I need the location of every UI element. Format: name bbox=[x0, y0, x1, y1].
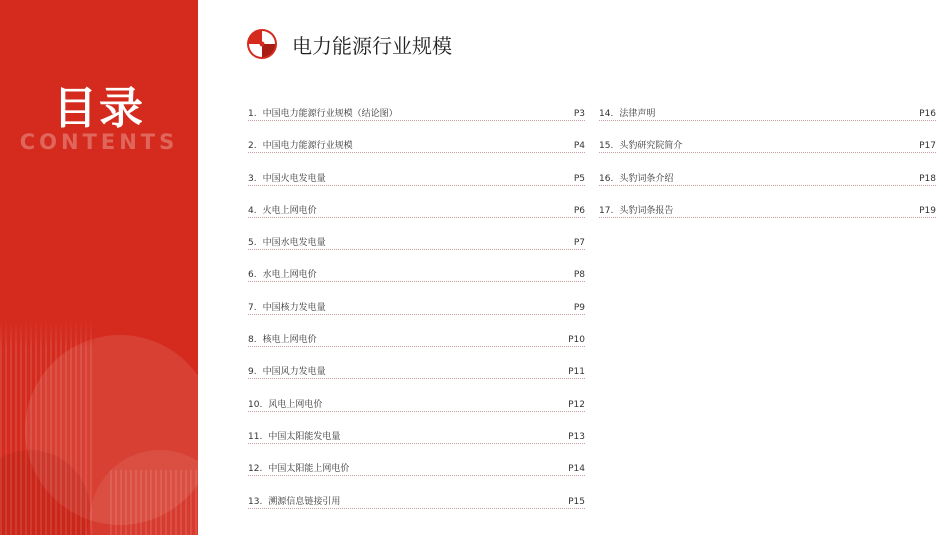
toc-item-page: P11 bbox=[568, 367, 585, 378]
toc-item-label: 法律声明 bbox=[619, 109, 656, 119]
toc-item-label: 风电上网电价 bbox=[268, 399, 323, 410]
toc-item[interactable] bbox=[248, 300, 585, 332]
toc-item[interactable] bbox=[248, 138, 585, 170]
toc-item[interactable] bbox=[599, 203, 936, 235]
toc-item[interactable] bbox=[248, 267, 585, 299]
toc-item-label: 溯源信息链接引用 bbox=[268, 496, 341, 507]
toc-item-label: 头豹词条介绍 bbox=[619, 173, 674, 184]
toc-item-page: P4 bbox=[573, 141, 585, 152]
toc-item-label: 核电上网电价 bbox=[262, 335, 317, 346]
toc-item-page: P8 bbox=[573, 270, 585, 281]
toc-subtitle: CONTENTS bbox=[19, 130, 179, 154]
page-header bbox=[246, 27, 452, 61]
toc-item[interactable] bbox=[599, 171, 936, 203]
toc-item-label: 头豹研究院简介 bbox=[619, 141, 683, 152]
toc-item-label: 中国水电发电量 bbox=[262, 238, 326, 249]
toc-item[interactable] bbox=[248, 494, 585, 526]
toc-item-number: 10. bbox=[248, 399, 263, 410]
toc-item-label: 火电上网电价 bbox=[262, 205, 317, 216]
toc-item[interactable] bbox=[248, 364, 585, 396]
toc-item-number: 5. bbox=[248, 238, 257, 249]
toc-item[interactable] bbox=[248, 235, 585, 267]
toc-item-number: 13. bbox=[248, 496, 263, 507]
toc-item-number: 2. bbox=[248, 141, 257, 152]
toc-item-label: 中国太阳能发电量 bbox=[268, 431, 341, 442]
toc-item-page: P18 bbox=[919, 173, 936, 184]
toc-item-label: 中国电力能源行业规模（结论图） bbox=[262, 109, 398, 119]
toc-item-number: 1. bbox=[248, 109, 257, 119]
toc-item-number: 7. bbox=[248, 302, 257, 313]
toc-item[interactable] bbox=[248, 397, 585, 429]
toc-item-page: P10 bbox=[568, 335, 585, 346]
toc-item-number: 6. bbox=[248, 270, 257, 281]
toc-item-page: P17 bbox=[919, 141, 936, 152]
toc-item-number: 4. bbox=[248, 205, 257, 216]
toc-item[interactable] bbox=[248, 429, 585, 461]
quad-circle-logo-icon bbox=[246, 28, 278, 60]
toc-title: 目录 bbox=[53, 83, 145, 134]
toc-item-label: 中国电力能源行业规模 bbox=[262, 141, 353, 152]
toc-column-right bbox=[599, 106, 936, 235]
sidebar bbox=[0, 0, 198, 535]
toc-item-label: 中国风力发电量 bbox=[262, 367, 326, 378]
toc-item-page: P19 bbox=[919, 205, 936, 216]
toc-item-page: P16 bbox=[919, 109, 936, 119]
toc-column-left bbox=[248, 106, 585, 526]
toc-item-number: 8. bbox=[248, 335, 257, 346]
toc-item-page: P12 bbox=[568, 399, 585, 410]
toc-item-number: 9. bbox=[248, 367, 257, 378]
toc-item-number: 16. bbox=[599, 173, 614, 184]
toc-item[interactable] bbox=[248, 203, 585, 235]
toc-item-number: 15. bbox=[599, 141, 614, 152]
toc-item[interactable] bbox=[248, 106, 585, 138]
toc-item-page: P14 bbox=[568, 464, 585, 475]
toc-item[interactable] bbox=[599, 106, 936, 138]
page-title: 电力能源行业规模 bbox=[292, 33, 452, 58]
toc-item-page: P5 bbox=[573, 173, 585, 184]
toc-item-label: 头豹词条报告 bbox=[619, 205, 674, 216]
toc-item[interactable] bbox=[248, 332, 585, 364]
toc-item[interactable] bbox=[599, 138, 936, 170]
toc-item-number: 17. bbox=[599, 205, 614, 216]
toc-item[interactable] bbox=[248, 461, 585, 493]
toc-item-label: 中国太阳能上网电价 bbox=[268, 464, 350, 475]
toc-item-page: P13 bbox=[568, 431, 585, 442]
toc-item-label: 中国火电发电量 bbox=[262, 173, 326, 184]
toc-item-number: 11. bbox=[248, 431, 263, 442]
toc-item-number: 14. bbox=[599, 109, 614, 119]
toc-item-page: P3 bbox=[573, 109, 585, 119]
toc-item-page: P7 bbox=[573, 238, 585, 249]
toc-item-page: P6 bbox=[573, 205, 585, 216]
toc-item-number: 12. bbox=[248, 464, 263, 475]
toc-item[interactable] bbox=[248, 171, 585, 203]
toc-item-page: P9 bbox=[573, 302, 585, 313]
toc-item-page: P15 bbox=[568, 496, 585, 507]
toc-item-label: 中国核力发电量 bbox=[262, 302, 326, 313]
toc-item-number: 3. bbox=[248, 173, 257, 184]
toc-item-label: 水电上网电价 bbox=[262, 270, 317, 281]
